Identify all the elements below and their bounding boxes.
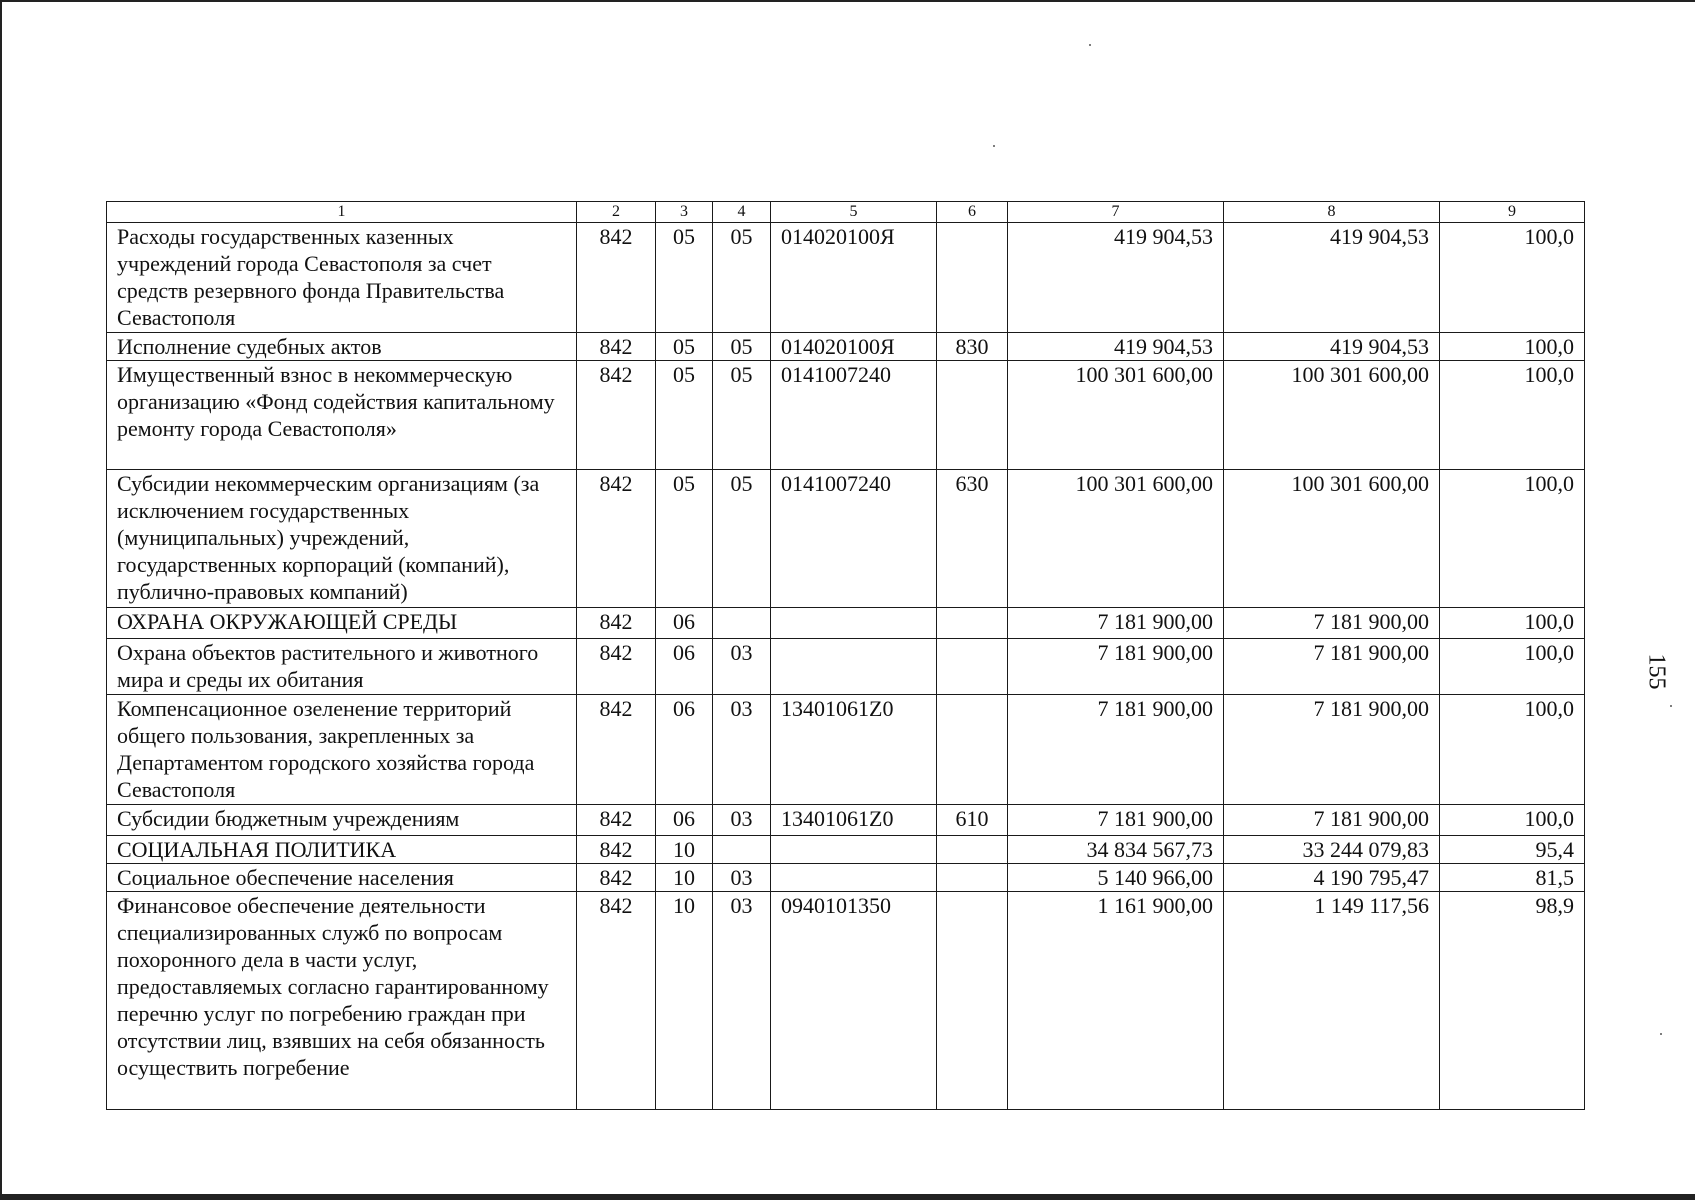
cell-c6 bbox=[937, 892, 1008, 1110]
cell-c5 bbox=[771, 864, 937, 892]
cell-c4 bbox=[713, 608, 771, 639]
column-number-4: 4 bbox=[713, 202, 771, 223]
cell-c9: 98,9 bbox=[1440, 892, 1585, 1110]
row-name: Имущественный взнос в некоммерческую организацию «Фонд содействия капитальному ремонту города Севастополя» bbox=[107, 361, 577, 470]
row-name: Социальное обеспечение населения bbox=[107, 864, 577, 892]
cell-c3: 05 bbox=[656, 361, 713, 470]
cell-c4: 05 bbox=[713, 470, 771, 608]
cell-c7: 100 301 600,00 bbox=[1008, 470, 1224, 608]
cell-c8: 7 181 900,00 bbox=[1224, 639, 1440, 695]
cell-c9: 100,0 bbox=[1440, 470, 1585, 608]
scan-speck bbox=[993, 145, 995, 147]
cell-c3: 06 bbox=[656, 695, 713, 805]
cell-c7: 419 904,53 bbox=[1008, 333, 1224, 361]
cell-c5 bbox=[771, 608, 937, 639]
cell-c8: 419 904,53 bbox=[1224, 223, 1440, 333]
cell-c9: 100,0 bbox=[1440, 695, 1585, 805]
cell-c2: 842 bbox=[577, 470, 656, 608]
cell-c4: 05 bbox=[713, 361, 771, 470]
cell-c6: 630 bbox=[937, 470, 1008, 608]
cell-c8: 419 904,53 bbox=[1224, 333, 1440, 361]
cell-c5 bbox=[771, 639, 937, 695]
row-name: Субсидии бюджетным учреждениям bbox=[107, 805, 577, 836]
scan-speck bbox=[1089, 44, 1091, 46]
row-name: ОХРАНА ОКРУЖАЮЩЕЙ СРЕДЫ bbox=[107, 608, 577, 639]
cell-c4: 03 bbox=[713, 864, 771, 892]
budget-table bbox=[106, 201, 1585, 1110]
table-row bbox=[107, 470, 1585, 608]
cell-c6: 610 bbox=[937, 805, 1008, 836]
table-row bbox=[107, 333, 1585, 361]
cell-c9: 100,0 bbox=[1440, 805, 1585, 836]
cell-c3: 05 bbox=[656, 223, 713, 333]
cell-c3: 10 bbox=[656, 892, 713, 1110]
cell-c7: 100 301 600,00 bbox=[1008, 361, 1224, 470]
page-border-top bbox=[0, 0, 1695, 2]
cell-c6: 830 bbox=[937, 333, 1008, 361]
table-row bbox=[107, 695, 1585, 805]
page-border-left bbox=[0, 0, 2, 1200]
column-number-1: 1 bbox=[107, 202, 577, 223]
cell-c9: 100,0 bbox=[1440, 639, 1585, 695]
column-number-6: 6 bbox=[937, 202, 1008, 223]
cell-c2: 842 bbox=[577, 361, 656, 470]
table-header-row bbox=[107, 202, 1585, 223]
cell-c9: 100,0 bbox=[1440, 223, 1585, 333]
column-number-5: 5 bbox=[771, 202, 937, 223]
cell-c8: 7 181 900,00 bbox=[1224, 608, 1440, 639]
table-row bbox=[107, 639, 1585, 695]
page-number: 155 bbox=[1643, 653, 1670, 690]
cell-c3: 05 bbox=[656, 333, 713, 361]
cell-c5: 0940101350 bbox=[771, 892, 937, 1110]
cell-c6 bbox=[937, 695, 1008, 805]
cell-c4 bbox=[713, 836, 771, 864]
cell-c5: 014020100Я bbox=[771, 223, 937, 333]
cell-c5: 014020100Я bbox=[771, 333, 937, 361]
cell-c5: 13401061Z0 bbox=[771, 695, 937, 805]
cell-c8: 100 301 600,00 bbox=[1224, 470, 1440, 608]
cell-c4: 05 bbox=[713, 333, 771, 361]
cell-c2: 842 bbox=[577, 805, 656, 836]
cell-c8: 100 301 600,00 bbox=[1224, 361, 1440, 470]
row-name: Расходы государственных казенных учреждений города Севастополя за счет средств резервного фонда Правительства Севастополя bbox=[107, 223, 577, 333]
column-number-8: 8 bbox=[1224, 202, 1440, 223]
row-name: Компенсационное озеленение территорий общего пользования, закрепленных за Департаментом городского хозяйства города Севастополя bbox=[107, 695, 577, 805]
cell-c2: 842 bbox=[577, 639, 656, 695]
cell-c2: 842 bbox=[577, 608, 656, 639]
cell-c7: 1 161 900,00 bbox=[1008, 892, 1224, 1110]
cell-c4: 03 bbox=[713, 639, 771, 695]
cell-c3: 05 bbox=[656, 470, 713, 608]
table-row bbox=[107, 608, 1585, 639]
table-row bbox=[107, 864, 1585, 892]
cell-c6 bbox=[937, 639, 1008, 695]
row-name: Охрана объектов растительного и животного мира и среды их обитания bbox=[107, 639, 577, 695]
cell-c3: 06 bbox=[656, 639, 713, 695]
cell-c9: 100,0 bbox=[1440, 333, 1585, 361]
cell-c4: 03 bbox=[713, 695, 771, 805]
table-row bbox=[107, 805, 1585, 836]
cell-c5 bbox=[771, 836, 937, 864]
column-number-3: 3 bbox=[656, 202, 713, 223]
cell-c7: 419 904,53 bbox=[1008, 223, 1224, 333]
cell-c3: 06 bbox=[656, 608, 713, 639]
cell-c7: 34 834 567,73 bbox=[1008, 836, 1224, 864]
cell-c7: 7 181 900,00 bbox=[1008, 805, 1224, 836]
cell-c2: 842 bbox=[577, 864, 656, 892]
cell-c5: 0141007240 bbox=[771, 361, 937, 470]
scan-speck bbox=[1660, 1033, 1662, 1035]
column-number-7: 7 bbox=[1008, 202, 1224, 223]
cell-c9: 95,4 bbox=[1440, 836, 1585, 864]
row-name: Финансовое обеспечение деятельности специализированных служб по вопросам похоронного дела в части услуг, предоставляемых согласно гарантированному перечню услуг по погребению граждан при отсутствии лиц, взявших на себя обязанность осуществить погребение bbox=[107, 892, 577, 1110]
cell-c9: 81,5 bbox=[1440, 864, 1585, 892]
table-row bbox=[107, 836, 1585, 864]
cell-c6 bbox=[937, 836, 1008, 864]
page-border-bottom bbox=[0, 1194, 1695, 1200]
cell-c5: 13401061Z0 bbox=[771, 805, 937, 836]
cell-c2: 842 bbox=[577, 223, 656, 333]
cell-c8: 33 244 079,83 bbox=[1224, 836, 1440, 864]
table-row bbox=[107, 892, 1585, 1110]
column-number-9: 9 bbox=[1440, 202, 1585, 223]
cell-c2: 842 bbox=[577, 695, 656, 805]
row-name: СОЦИАЛЬНАЯ ПОЛИТИКА bbox=[107, 836, 577, 864]
cell-c8: 7 181 900,00 bbox=[1224, 695, 1440, 805]
cell-c4: 03 bbox=[713, 805, 771, 836]
cell-c6 bbox=[937, 864, 1008, 892]
column-number-2: 2 bbox=[577, 202, 656, 223]
table-row bbox=[107, 361, 1585, 470]
cell-c7: 7 181 900,00 bbox=[1008, 608, 1224, 639]
cell-c9: 100,0 bbox=[1440, 361, 1585, 470]
cell-c9: 100,0 bbox=[1440, 608, 1585, 639]
cell-c6 bbox=[937, 223, 1008, 333]
cell-c3: 10 bbox=[656, 836, 713, 864]
cell-c7: 7 181 900,00 bbox=[1008, 695, 1224, 805]
cell-c7: 7 181 900,00 bbox=[1008, 639, 1224, 695]
cell-c7: 5 140 966,00 bbox=[1008, 864, 1224, 892]
cell-c5: 0141007240 bbox=[771, 470, 937, 608]
cell-c8: 1 149 117,56 bbox=[1224, 892, 1440, 1110]
cell-c8: 4 190 795,47 bbox=[1224, 864, 1440, 892]
row-name: Субсидии некоммерческим организациям (за исключением государственных (муниципальных) учреждений, государственных корпораций (компаний), публично-правовых компаний) bbox=[107, 470, 577, 608]
scan-speck bbox=[1670, 705, 1672, 707]
cell-c2: 842 bbox=[577, 892, 656, 1110]
cell-c6 bbox=[937, 361, 1008, 470]
cell-c4: 05 bbox=[713, 223, 771, 333]
cell-c8: 7 181 900,00 bbox=[1224, 805, 1440, 836]
cell-c3: 06 bbox=[656, 805, 713, 836]
cell-c2: 842 bbox=[577, 333, 656, 361]
row-name: Исполнение судебных актов bbox=[107, 333, 577, 361]
table-row bbox=[107, 223, 1585, 333]
cell-c3: 10 bbox=[656, 864, 713, 892]
cell-c4: 03 bbox=[713, 892, 771, 1110]
cell-c2: 842 bbox=[577, 836, 656, 864]
cell-c6 bbox=[937, 608, 1008, 639]
